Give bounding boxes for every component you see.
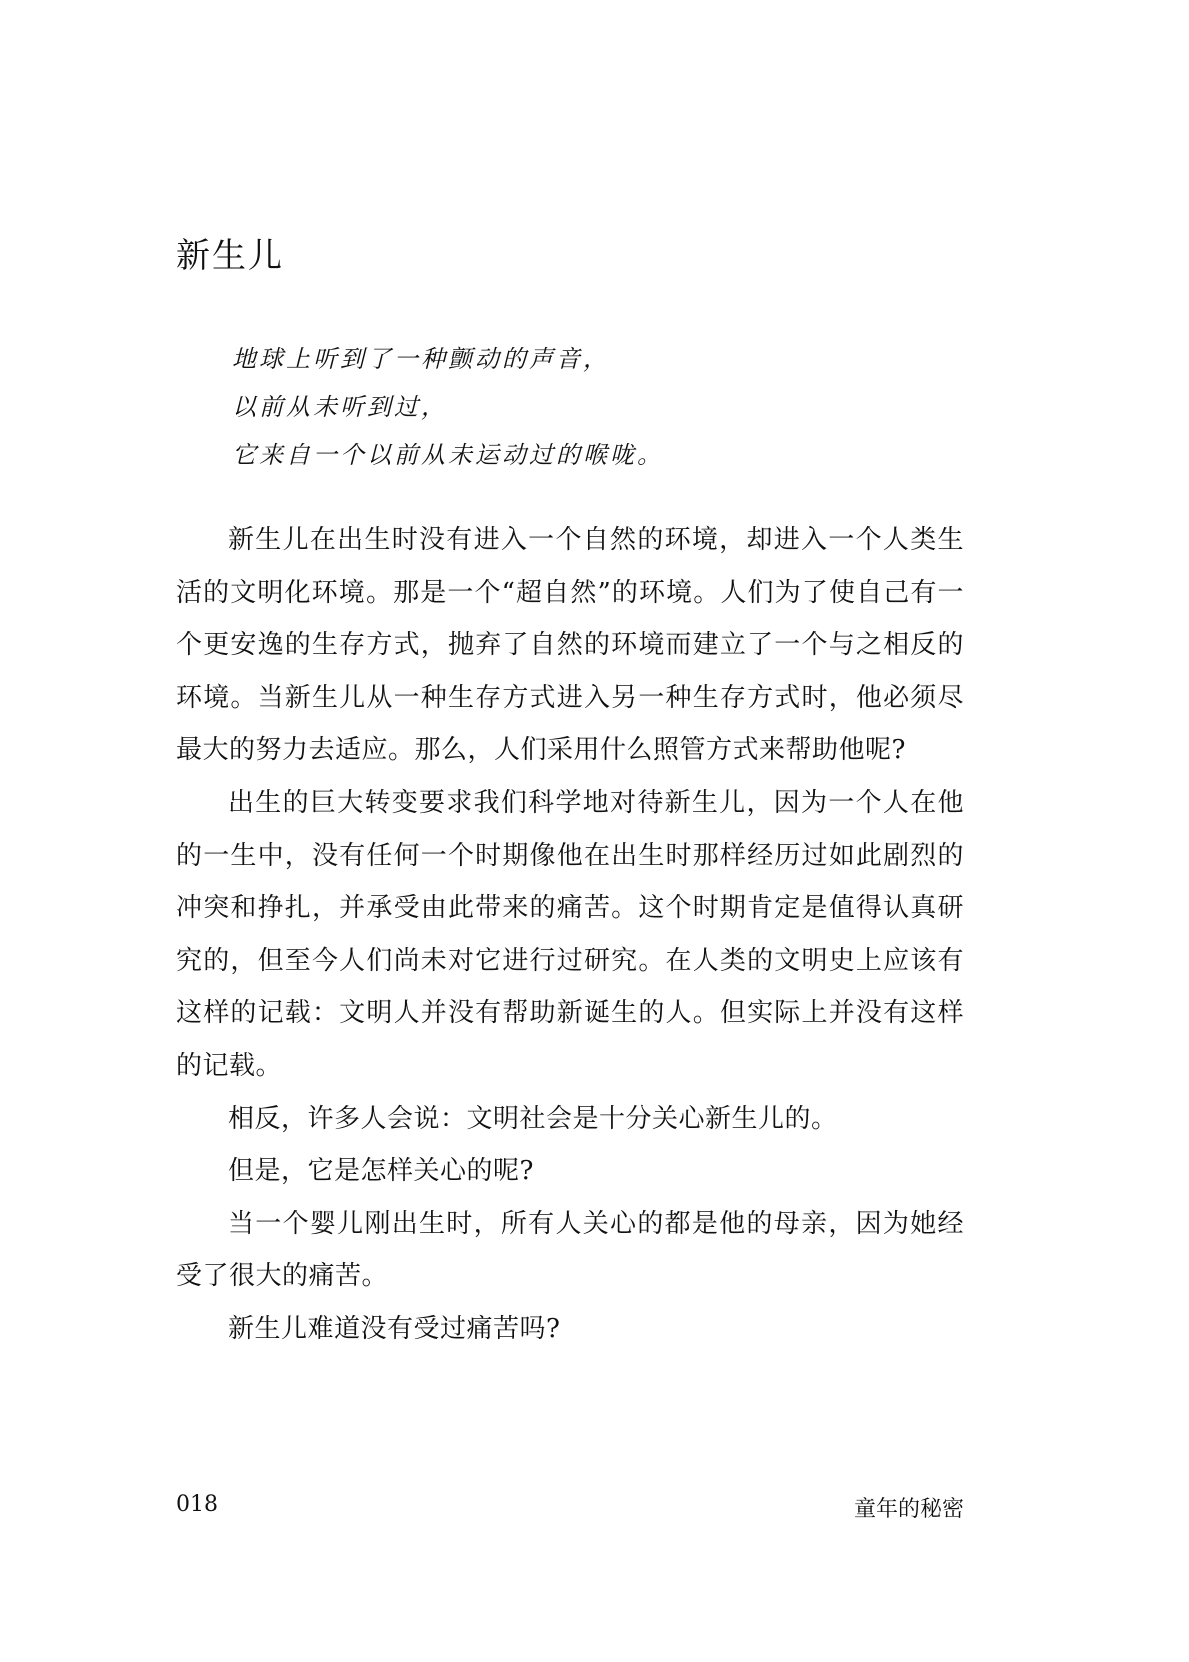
paragraph: 但是，它是怎样关心的呢? [228, 1156, 534, 1187]
running-book-title: 童年的秘密 [853, 1497, 964, 1522]
chapter-title: 新生儿 [176, 236, 284, 276]
paragraph: 新生儿难道没有受过痛苦吗? [228, 1313, 561, 1344]
epigraph [232, 335, 952, 479]
page-footer [176, 1492, 964, 1528]
epigraph-line: 以前从未听到过， [232, 393, 448, 421]
body-text [176, 514, 964, 1356]
epigraph-line: 地球上听到了一种颤动的声音， [232, 345, 610, 373]
paragraph: 当一个婴儿刚出生时，所有人关心的都是他的母亲，因为她经受了很大的痛苦。 [176, 1208, 964, 1292]
paragraph: 出生的巨大转变要求我们科学地对待新生儿，因为一个人在他的一生中，没有任何一个时期像他在出生时那样经历过如此剧烈的冲突和挣扎，并承受由此带来的痛苦。这个时期肯定是值得认真研究的，但至今人们尚未对它进行过研究。在人类的文明史上应该有这样的记载：文明人并没有帮助新诞生的人。但实际上并没有这样的记载。 [176, 787, 964, 1081]
paragraph: 相反，许多人会说：文明社会是十分关心新生儿的。 [228, 1103, 838, 1134]
paragraph: 新生儿在出生时没有进入一个自然的环境，却进入一个人类生活的文明化环境。那是一个“超自然”的环境。人们为了使自己有一个更安逸的生存方式，抛弃了自然的环境而建立了一个与之相反的环境。当新生儿从一种生存方式进入另一种生存方式时，他必须尽最大的努力去适应。那么，人们采用什么照管方式来帮助他呢? [176, 525, 964, 766]
page-number: 018 [176, 1492, 218, 1517]
epigraph-line: 它来自一个以前从未运动过的喉咙。 [232, 441, 664, 469]
